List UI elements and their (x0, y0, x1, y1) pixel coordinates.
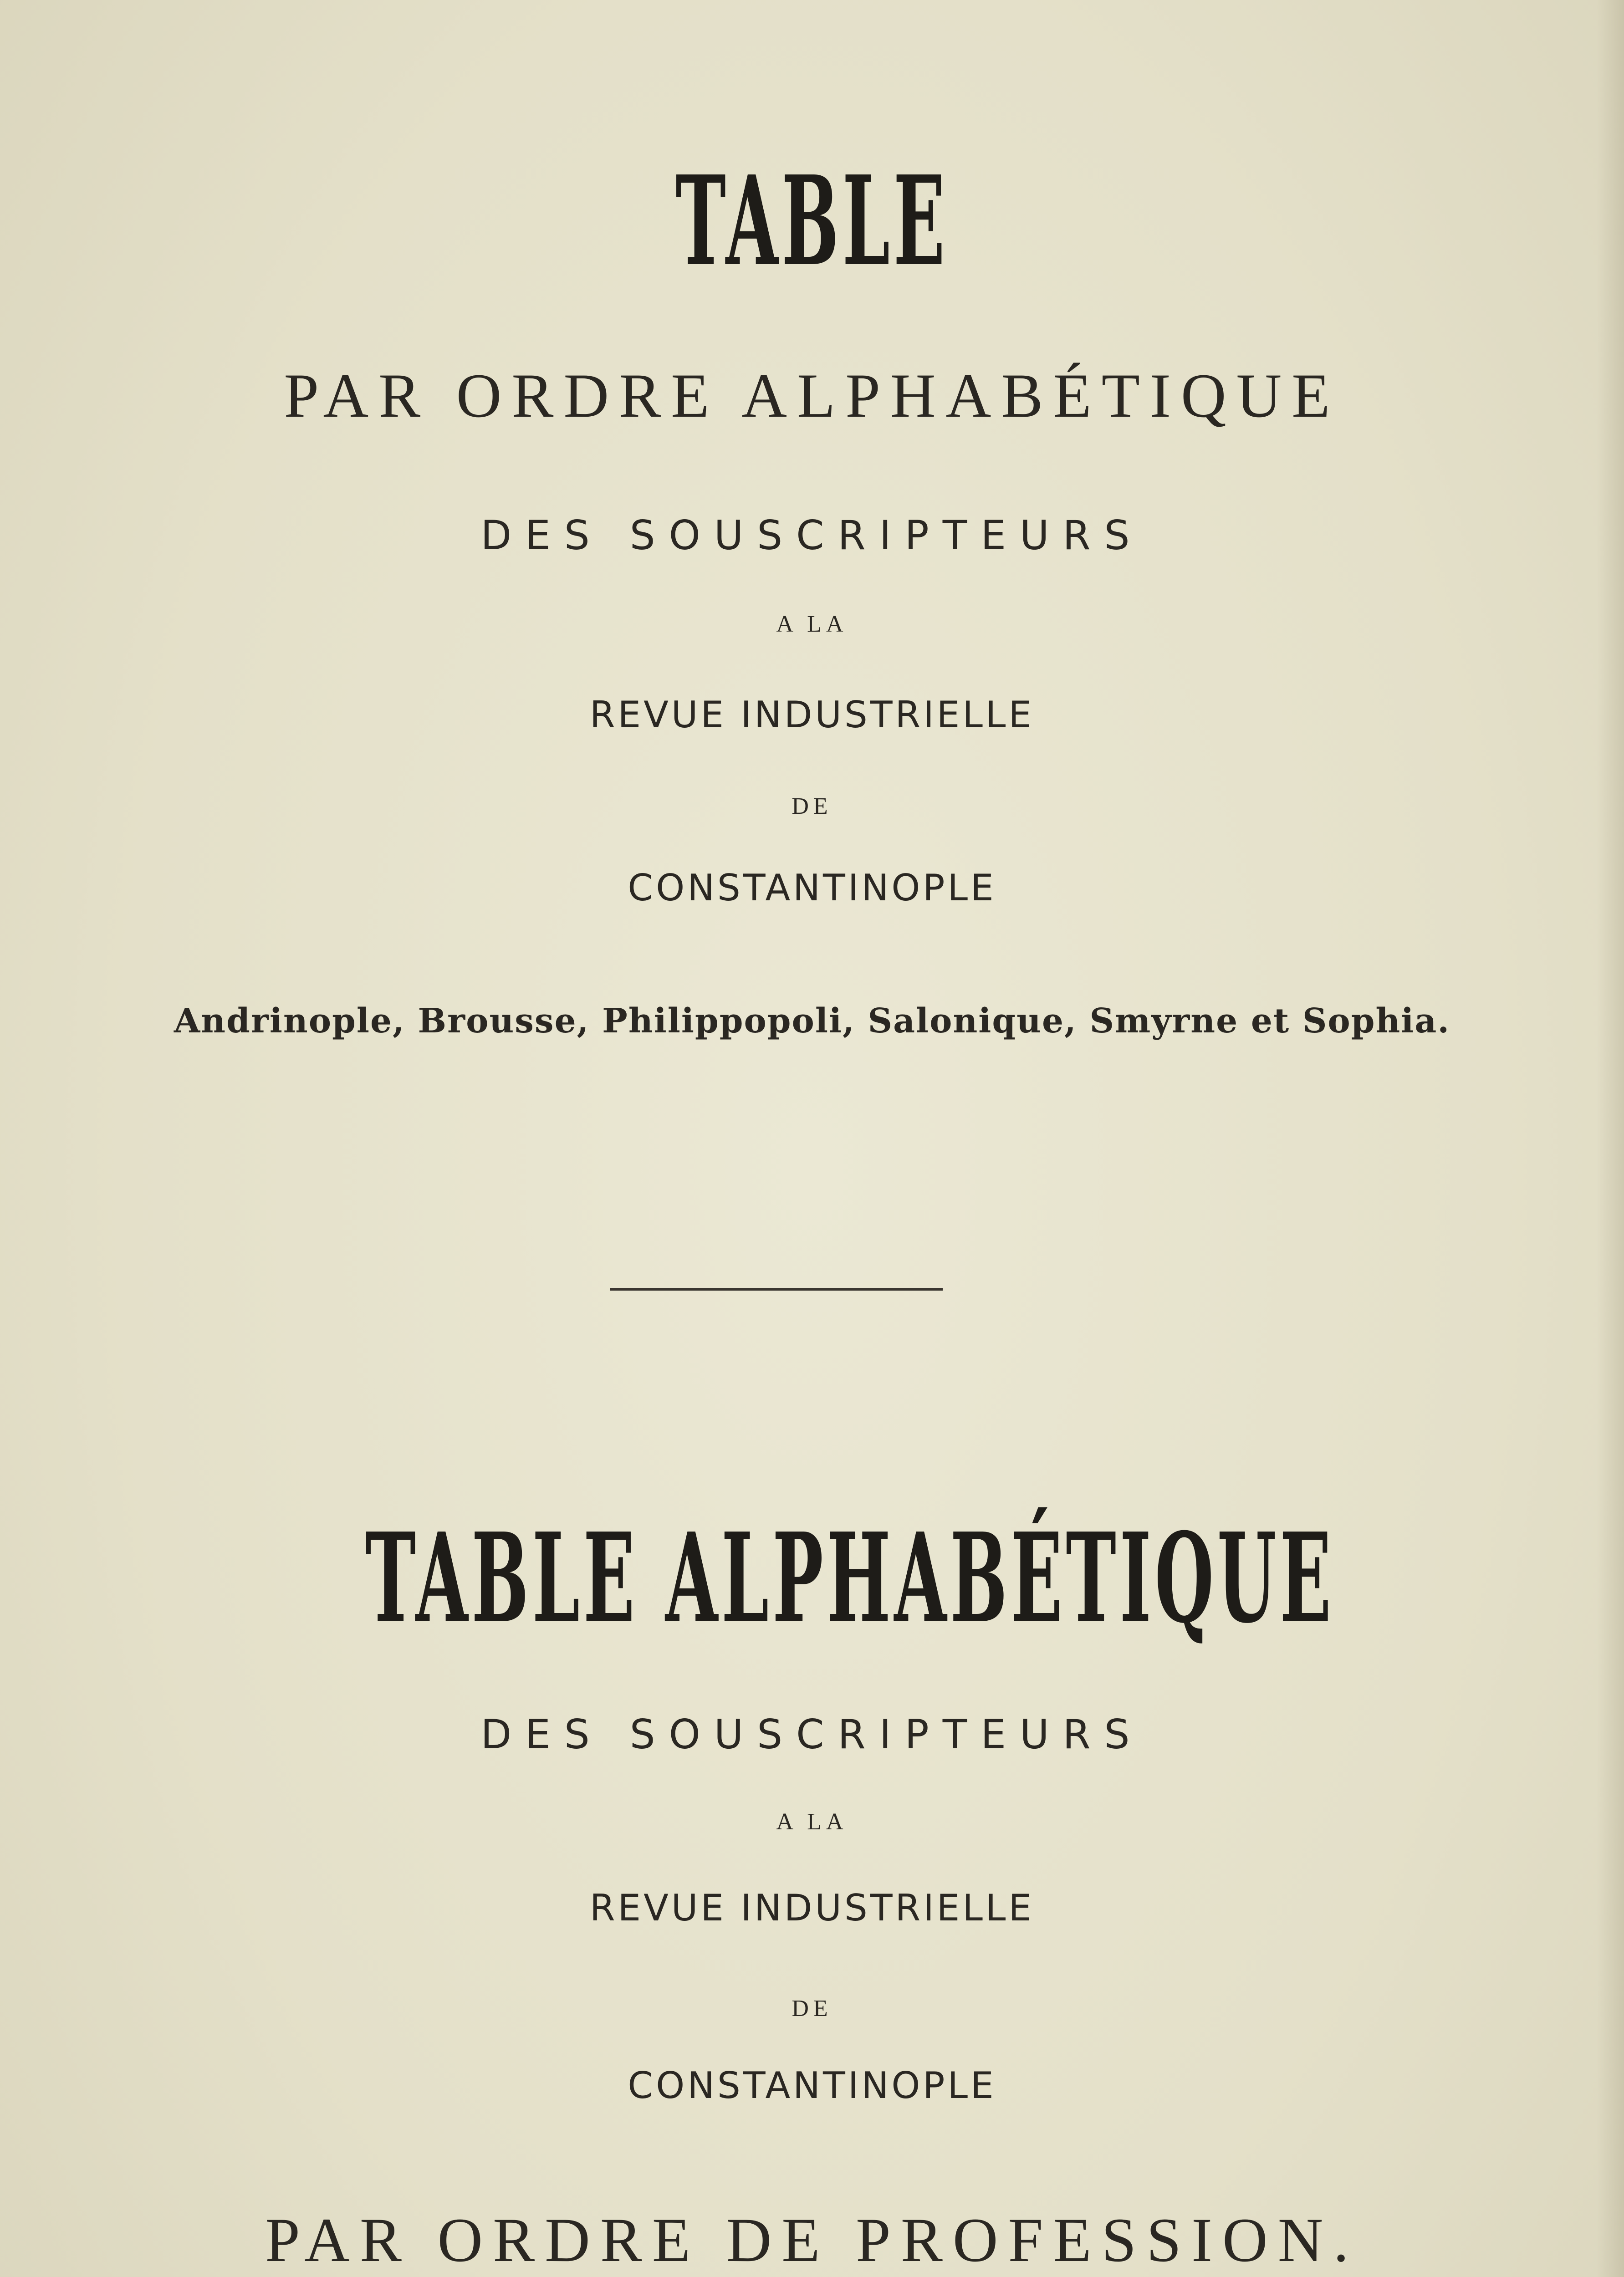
section2-a-la: A LA (776, 1809, 848, 1835)
section-divider (610, 1288, 943, 1291)
section2-constantinople: CONSTANTINOPLE (628, 2064, 996, 2107)
section2-title: TABLE ALPHABÉTIQUE (365, 1506, 1335, 1650)
section1-de: DE (792, 793, 832, 819)
section1-a-la: A LA (776, 611, 848, 637)
section1-subtitle: PAR ORDRE ALPHABÉTIQUE (284, 361, 1340, 430)
section2-de: DE (792, 1996, 832, 2022)
page-edge-shadow (1597, 0, 1624, 2277)
section1-title: TABLE (675, 148, 949, 293)
section2-revue-industrielle: REVUE INDUSTRIELLE (589, 1887, 1035, 1929)
section1-des-souscripteurs: DES SOUSCRIPTEURS (480, 512, 1144, 559)
section1-cities-line: Andrinople, Brousse, Philippopoli, Salonique, Smyrne et Sophia. (174, 1001, 1450, 1041)
section1-revue-industrielle: REVUE INDUSTRIELLE (589, 694, 1035, 736)
section1-constantinople: CONSTANTINOPLE (628, 867, 996, 909)
section2-order: PAR ORDRE DE PROFESSION. (265, 2205, 1359, 2275)
section2-des-souscripteurs: DES SOUSCRIPTEURS (480, 1711, 1144, 1758)
